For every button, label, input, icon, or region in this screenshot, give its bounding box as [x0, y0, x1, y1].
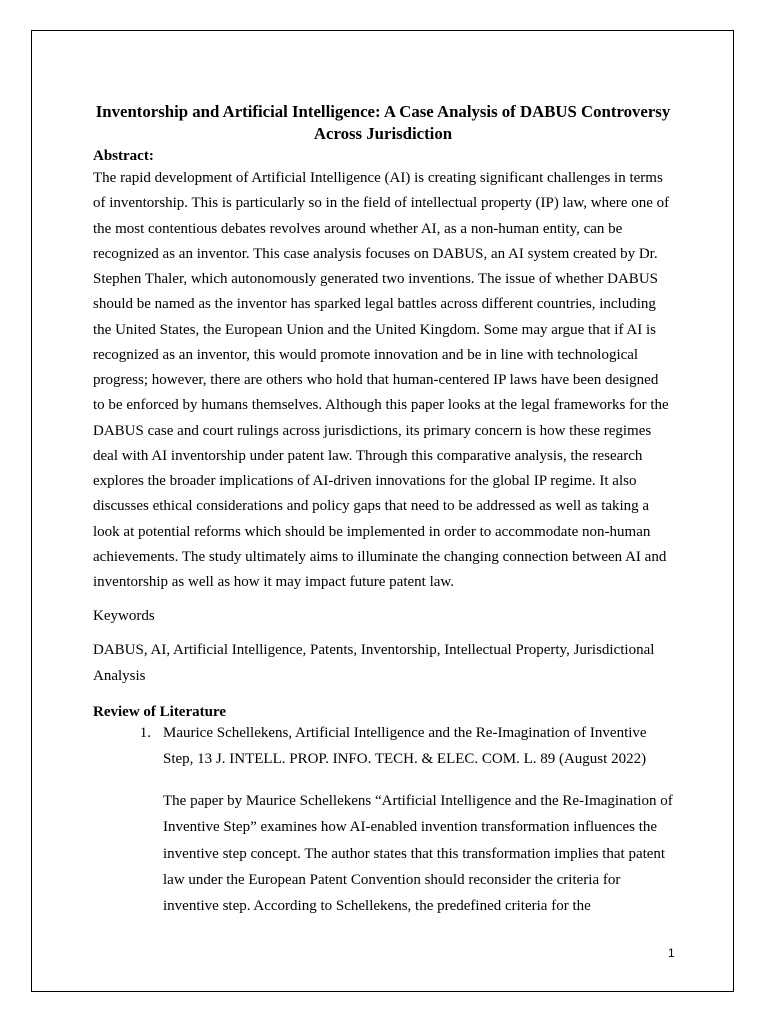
- literature-item-paragraph: The paper by Maurice Schellekens “Artificial Intelligence and the Re-Imagination of Inventive Step” examines how AI-enabled invention transformation influences the inventive step concept. The author states that this transformation implies that patent law under the European Patent Convention should reconsider the criteria for inventive step. According to Schellekens, the predefined criteria for the: [163, 793, 673, 915]
- keywords-label: Keywords: [93, 608, 155, 625]
- keywords-text: DABUS, AI, Artificial Intelligence, Patents, Inventorship, Intellectual Property, Jurisdictional Analysis: [93, 642, 655, 684]
- abstract-body: The rapid development of Artificial Intelligence (AI) is creating significant challenges in terms of inventorship. This is particularly so in the field of intellectual property (IP) law, where one of the most contentious debates revolves around whether AI, as a non-human entity, can be recognized as an inventor. This case analysis focuses on DABUS, an AI system created by Dr. Stephen Thaler, which autonomously generated two inventions. The issue of whether DABUS should be named as the inventor has sparked legal battles across different countries, including the United States, the European Union and the United Kingdom. Some may argue that if AI is recognized as an inventor, this would promote innovation and be in line with technological progress; however, there are others who hold that human-centered IP laws have been designed to be enforced by humans themselves. Although this paper looks at the legal frameworks for the DABUS case and court rulings across jurisdictions, its primary concern is how these regimes deal with AI inventorship under patent law. Through this comparative analysis, the research explores the broader implications of AI-driven innovations for the global IP regime. It also discusses ethical considerations and policy gaps that need to be addressed as well as taking a look at potential reforms which should be implemented in order to accommodate non-human achievements. The study ultimately aims to illuminate the changing connection between AI and inventorship as well as how it may impact future patent law.: [93, 170, 670, 590]
- document-content: [93, 101, 673, 919]
- literature-item-number: 1.: [139, 725, 151, 742]
- abstract-heading: Abstract:: [93, 148, 154, 164]
- literature-item-citation: Maurice Schellekens, Artificial Intelligence and the Re-Imagination of Inventive Step, 13 J. INTELL. PROP. INFO. TECH. & ELEC. COM. L. 89 (August 2022): [163, 725, 647, 767]
- page-number: 1: [668, 946, 675, 960]
- literature-item: [93, 721, 673, 772]
- literature-heading: Review of Literature: [93, 704, 227, 721]
- document-title: Inventorship and Artificial Intelligence: A Case Analysis of DABUS Controversy Across Jurisdiction: [95, 102, 671, 143]
